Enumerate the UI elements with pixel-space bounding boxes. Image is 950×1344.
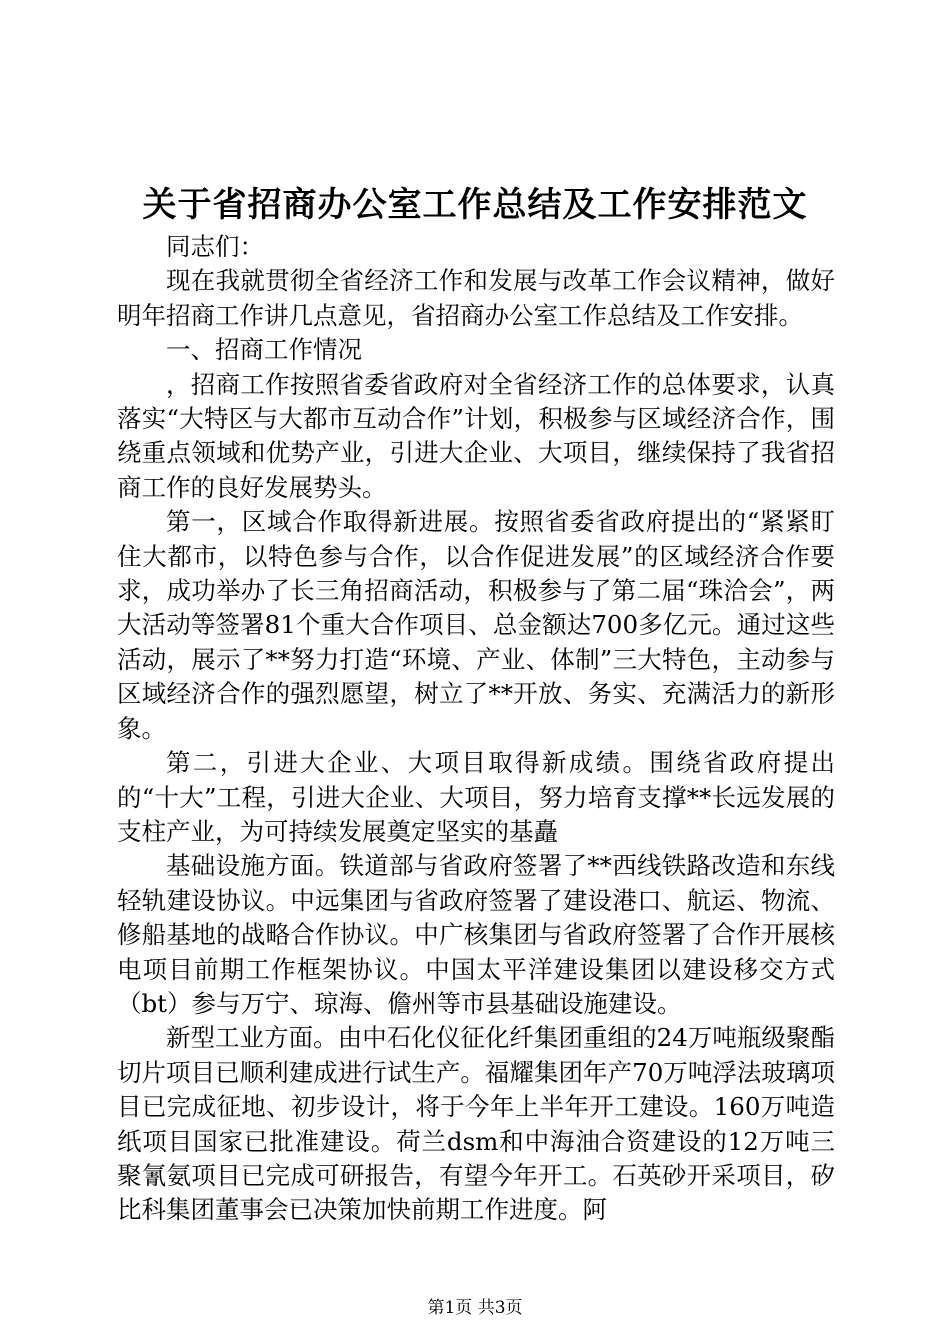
paragraph-overview: ，招商工作按照省委省政府对全省经济工作的总体要求，认真落实“大特区与大都市互动合作”计划，积极参与区域经济合作，围绕重点领域和优势产业，引进大企业、大项目，继续保持了我省招商工作的良好发展势头。	[117, 369, 835, 502]
paragraph-second-point: 第二，引进大企业、大项目取得新成绩。围绕省政府提出的“十大”工程，引进大企业、大项目，努力培育支撑**长远发展的支柱产业，为可持续发展奠定坚实的基矗	[117, 748, 835, 846]
document-body	[117, 230, 835, 1228]
page-number-footer: 第1页 共3页	[427, 1298, 523, 1318]
paragraph-industry: 新型工业方面。由中石化仪征化纤集团重组的24万吨瓶级聚酯切片项目已顺利建成进行试生产。福耀集团年产70万吨浮法玻璃项目已完成征地、初步设计，将于今年上半年开工建设。160万吨造纸项目国家已批准建设。荷兰dsm和中海油合资建设的12万吨三聚氰氨项目已完成可研报告，有望今年开工。石英砂开采项目，矽比科集团董事会已决策加快前期工作进度。阿	[117, 1023, 835, 1225]
document-title: 关于省招商办公室工作总结及工作安排范文	[142, 185, 808, 225]
paragraph-infrastructure: 基础设施方面。铁道部与省政府签署了**西线铁路改造和东线轻轨建设协议。中远集团与省政府签署了建设港口、航运、物流、修船基地的战略合作协议。中广核集团与省政府签署了合作开展核电项目前期工作框架协议。中国太平洋建设集团以建设移交方式（bt）参与万宁、琼海、儋州等市县基础设施建设。	[117, 851, 835, 1018]
paragraph-intro: 现在我就贯彻全省经济工作和发展与改革工作会议精神，做好明年招商工作讲几点意见，省招商办公室工作总结及工作安排。	[117, 266, 835, 330]
section-heading: 一、招商工作情况	[166, 335, 362, 365]
paragraph-salutation: 同志们：	[166, 232, 264, 261]
paragraph-first-point: 第一，区域合作取得新进展。按照省委省政府提出的“紧紧盯住大都市，以特色参与合作，以合作促进发展”的区域经济合作要求，成功举办了长三角招商活动，积极参与了第二届“珠洽会”，两大活动等签署81个重大合作项目、总金额达700多亿元。通过这些活动，展示了**努力打造“环境、产业、体制”三大特色，主动参与区域经济合作的强烈愿望，树立了**开放、务实、充满活力的新形象。	[117, 507, 835, 743]
